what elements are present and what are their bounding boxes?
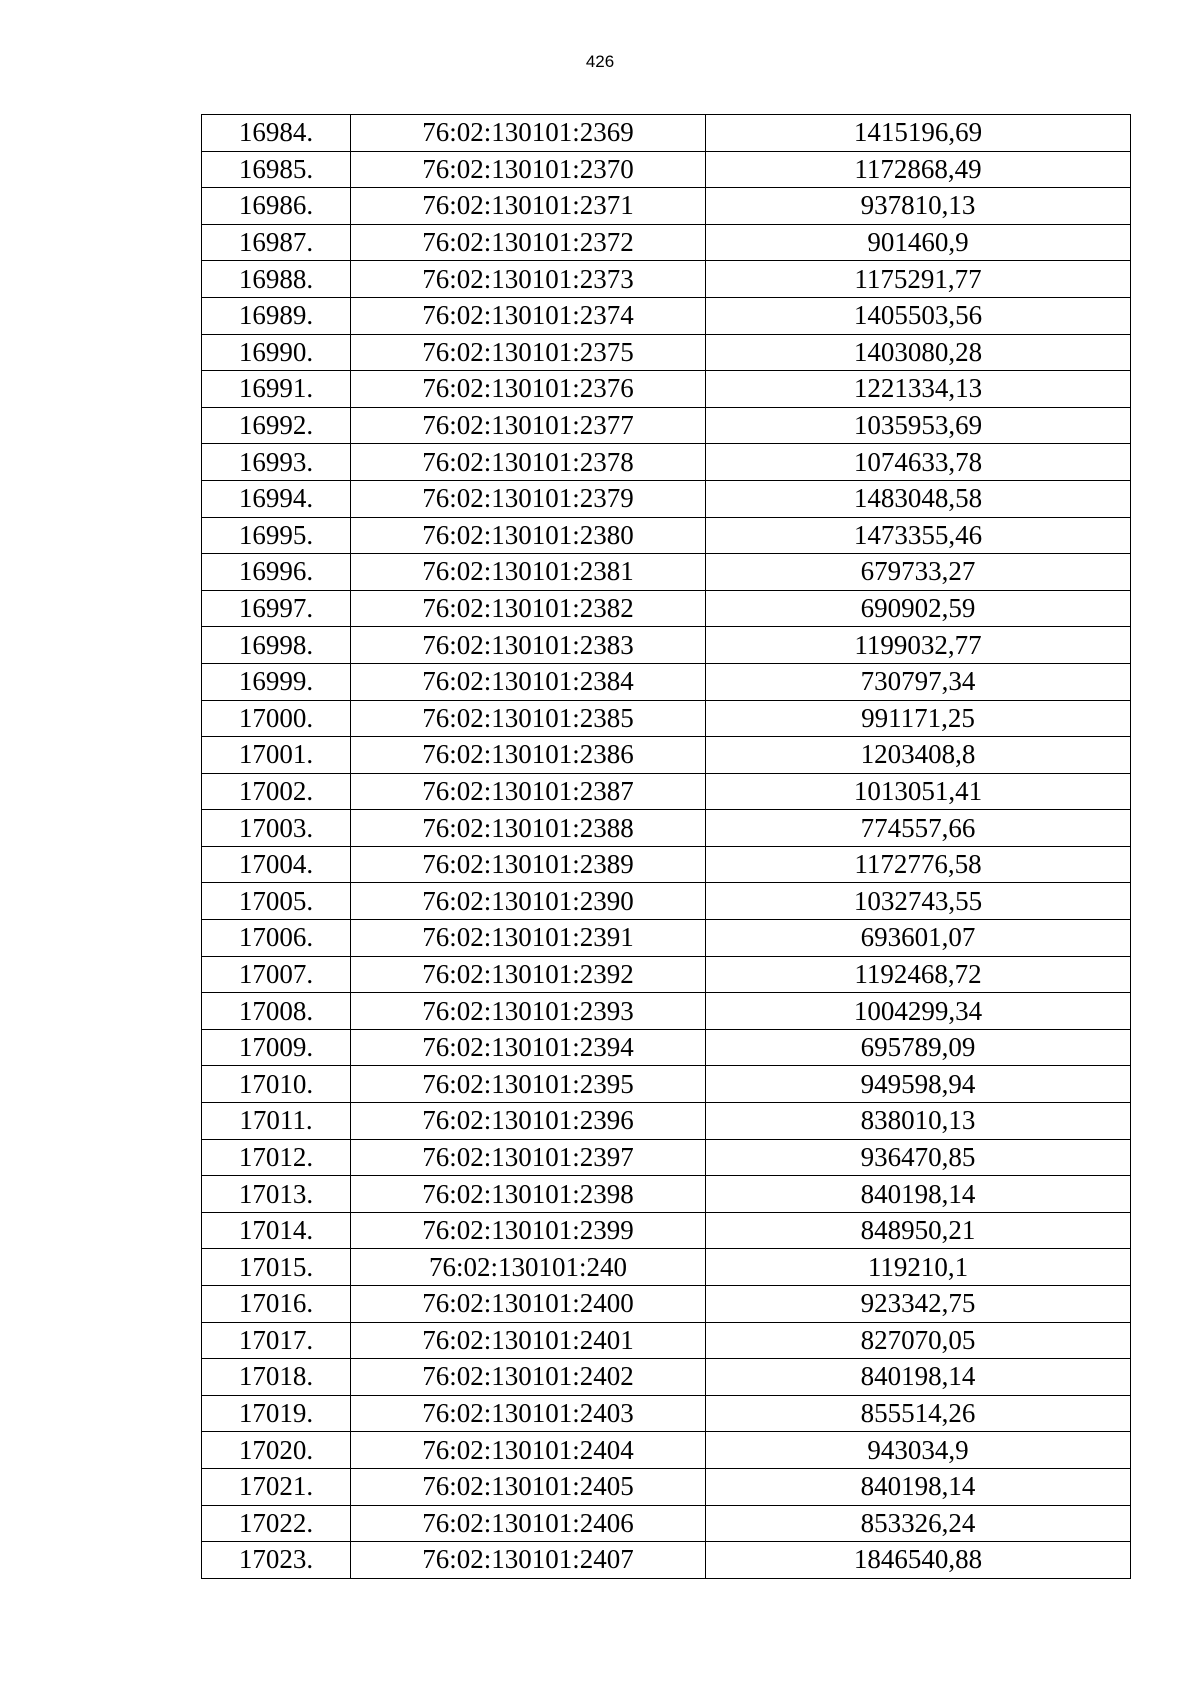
row-number-cell: 17022.: [202, 1505, 351, 1542]
cadastral-number-cell: 76:02:130101:2407: [351, 1542, 706, 1579]
row-number-cell: 16986.: [202, 188, 351, 225]
cadastral-value-cell: 774557,66: [706, 810, 1131, 847]
row-number-cell: 17009.: [202, 1029, 351, 1066]
table-body: [202, 115, 1131, 1579]
cadastral-number-cell: 76:02:130101:2397: [351, 1139, 706, 1176]
row-number-cell: 16998.: [202, 627, 351, 664]
cadastral-number-cell: 76:02:130101:2398: [351, 1176, 706, 1213]
cadastral-number-cell: 76:02:130101:2404: [351, 1432, 706, 1469]
row-number-cell: 16989.: [202, 297, 351, 334]
cadastral-value-cell: 690902,59: [706, 590, 1131, 627]
cadastral-value-cell: 119210,1: [706, 1249, 1131, 1286]
table-row: [202, 846, 1131, 883]
row-number-cell: 17012.: [202, 1139, 351, 1176]
cadastral-value-cell: 1203408,8: [706, 737, 1131, 774]
table-row: [202, 956, 1131, 993]
row-number-cell: 17018.: [202, 1359, 351, 1396]
table-row: [202, 1212, 1131, 1249]
cadastral-number-cell: 76:02:130101:2395: [351, 1066, 706, 1103]
cadastral-value-cell: 1473355,46: [706, 517, 1131, 554]
cadastral-value-cell: 1175291,77: [706, 261, 1131, 298]
table-row: [202, 297, 1131, 334]
cadastral-value-cell: 1403080,28: [706, 334, 1131, 371]
table-row: [202, 1286, 1131, 1323]
cadastral-number-cell: 76:02:130101:2400: [351, 1286, 706, 1323]
table-row: [202, 663, 1131, 700]
cadastral-value-cell: 1172868,49: [706, 151, 1131, 188]
row-number-cell: 17004.: [202, 846, 351, 883]
row-number-cell: 17007.: [202, 956, 351, 993]
cadastral-number-cell: 76:02:130101:2384: [351, 663, 706, 700]
cadastral-value-cell: 679733,27: [706, 554, 1131, 591]
row-number-cell: 17011.: [202, 1103, 351, 1140]
row-number-cell: 17021.: [202, 1468, 351, 1505]
cadastral-number-cell: 76:02:130101:2382: [351, 590, 706, 627]
cadastral-value-cell: 853326,24: [706, 1505, 1131, 1542]
cadastral-number-cell: 76:02:130101:2392: [351, 956, 706, 993]
table-row: [202, 224, 1131, 261]
cadastral-value-cell: 1004299,34: [706, 993, 1131, 1030]
table-row: [202, 1176, 1131, 1213]
table-row: [202, 115, 1131, 152]
row-number-cell: 17003.: [202, 810, 351, 847]
row-number-cell: 17005.: [202, 883, 351, 920]
cadastral-value-cell: 949598,94: [706, 1066, 1131, 1103]
table-row: [202, 1505, 1131, 1542]
cadastral-number-cell: 76:02:130101:2376: [351, 371, 706, 408]
cadastral-number-cell: 76:02:130101:2389: [351, 846, 706, 883]
cadastral-number-cell: 76:02:130101:2381: [351, 554, 706, 591]
row-number-cell: 17017.: [202, 1322, 351, 1359]
cadastral-number-cell: 76:02:130101:2371: [351, 188, 706, 225]
table-row: [202, 1359, 1131, 1396]
table-row: [202, 627, 1131, 664]
row-number-cell: 17013.: [202, 1176, 351, 1213]
cadastral-value-cell: 923342,75: [706, 1286, 1131, 1323]
table-row: [202, 920, 1131, 957]
cadastral-value-cell: 855514,26: [706, 1395, 1131, 1432]
table-row: [202, 883, 1131, 920]
cadastral-value-cell: 1013051,41: [706, 773, 1131, 810]
row-number-cell: 17014.: [202, 1212, 351, 1249]
row-number-cell: 16997.: [202, 590, 351, 627]
row-number-cell: 17010.: [202, 1066, 351, 1103]
table-row: [202, 1249, 1131, 1286]
row-number-cell: 16984.: [202, 115, 351, 152]
cadastral-number-cell: 76:02:130101:2386: [351, 737, 706, 774]
cadastral-number-cell: 76:02:130101:2374: [351, 297, 706, 334]
table-row: [202, 517, 1131, 554]
cadastral-value-table: [201, 114, 1131, 1579]
cadastral-value-cell: 1074633,78: [706, 444, 1131, 481]
table-row: [202, 1542, 1131, 1579]
table-row: [202, 261, 1131, 298]
cadastral-number-cell: 76:02:130101:2383: [351, 627, 706, 664]
row-number-cell: 17023.: [202, 1542, 351, 1579]
row-number-cell: 17016.: [202, 1286, 351, 1323]
table-row: [202, 1103, 1131, 1140]
cadastral-number-cell: 76:02:130101:2372: [351, 224, 706, 261]
cadastral-number-cell: 76:02:130101:2405: [351, 1468, 706, 1505]
row-number-cell: 17015.: [202, 1249, 351, 1286]
table-row: [202, 554, 1131, 591]
cadastral-number-cell: 76:02:130101:2390: [351, 883, 706, 920]
row-number-cell: 16987.: [202, 224, 351, 261]
cadastral-number-cell: 76:02:130101:2393: [351, 993, 706, 1030]
page-number: 426: [585, 52, 615, 71]
cadastral-number-cell: 76:02:130101:2388: [351, 810, 706, 847]
table-row: [202, 1066, 1131, 1103]
table-row: [202, 371, 1131, 408]
table-row: [202, 1029, 1131, 1066]
table-row: [202, 188, 1131, 225]
cadastral-value-cell: 730797,34: [706, 663, 1131, 700]
row-number-cell: 16993.: [202, 444, 351, 481]
table-row: [202, 1322, 1131, 1359]
table-row: [202, 480, 1131, 517]
row-number-cell: 17019.: [202, 1395, 351, 1432]
cadastral-value-cell: 840198,14: [706, 1359, 1131, 1396]
table-row: [202, 1139, 1131, 1176]
cadastral-value-cell: 1405503,56: [706, 297, 1131, 334]
table-row: [202, 1468, 1131, 1505]
cadastral-number-cell: 76:02:130101:2378: [351, 444, 706, 481]
cadastral-number-cell: 76:02:130101:2401: [351, 1322, 706, 1359]
cadastral-number-cell: 76:02:130101:2385: [351, 700, 706, 737]
table-row: [202, 1432, 1131, 1469]
row-number-cell: 16991.: [202, 371, 351, 408]
cadastral-value-cell: 936470,85: [706, 1139, 1131, 1176]
row-number-cell: 17006.: [202, 920, 351, 957]
cadastral-value-cell: 1199032,77: [706, 627, 1131, 664]
cadastral-number-cell: 76:02:130101:2369: [351, 115, 706, 152]
row-number-cell: 16994.: [202, 480, 351, 517]
cadastral-number-cell: 76:02:130101:2380: [351, 517, 706, 554]
cadastral-number-cell: 76:02:130101:240: [351, 1249, 706, 1286]
row-number-cell: 16988.: [202, 261, 351, 298]
cadastral-value-cell: 827070,05: [706, 1322, 1131, 1359]
row-number-cell: 16990.: [202, 334, 351, 371]
cadastral-value-cell: 1483048,58: [706, 480, 1131, 517]
row-number-cell: 17008.: [202, 993, 351, 1030]
row-number-cell: 16985.: [202, 151, 351, 188]
cadastral-value-cell: 1032743,55: [706, 883, 1131, 920]
cadastral-value-cell: 848950,21: [706, 1212, 1131, 1249]
cadastral-number-cell: 76:02:130101:2403: [351, 1395, 706, 1432]
row-number-cell: 16995.: [202, 517, 351, 554]
cadastral-value-cell: 943034,9: [706, 1432, 1131, 1469]
cadastral-value-cell: 1415196,69: [706, 115, 1131, 152]
cadastral-number-cell: 76:02:130101:2375: [351, 334, 706, 371]
cadastral-number-cell: 76:02:130101:2406: [351, 1505, 706, 1542]
row-number-cell: 17020.: [202, 1432, 351, 1469]
table-row: [202, 700, 1131, 737]
cadastral-number-cell: 76:02:130101:2377: [351, 407, 706, 444]
cadastral-value-cell: 991171,25: [706, 700, 1131, 737]
table-row: [202, 810, 1131, 847]
table-row: [202, 444, 1131, 481]
table-row: [202, 1395, 1131, 1432]
table-row: [202, 993, 1131, 1030]
cadastral-value-cell: 1172776,58: [706, 846, 1131, 883]
row-number-cell: 17002.: [202, 773, 351, 810]
table-row: [202, 590, 1131, 627]
cadastral-number-cell: 76:02:130101:2373: [351, 261, 706, 298]
cadastral-value-cell: 901460,9: [706, 224, 1131, 261]
table-row: [202, 773, 1131, 810]
row-number-cell: 16996.: [202, 554, 351, 591]
table-row: [202, 151, 1131, 188]
table-row: [202, 334, 1131, 371]
cadastral-value-cell: 693601,07: [706, 920, 1131, 957]
row-number-cell: 17001.: [202, 737, 351, 774]
cadastral-number-cell: 76:02:130101:2399: [351, 1212, 706, 1249]
cadastral-value-cell: 695789,09: [706, 1029, 1131, 1066]
cadastral-number-cell: 76:02:130101:2394: [351, 1029, 706, 1066]
cadastral-value-cell: 1192468,72: [706, 956, 1131, 993]
cadastral-value-cell: 840198,14: [706, 1176, 1131, 1213]
cadastral-number-cell: 76:02:130101:2387: [351, 773, 706, 810]
cadastral-number-cell: 76:02:130101:2391: [351, 920, 706, 957]
cadastral-value-cell: 1846540,88: [706, 1542, 1131, 1579]
cadastral-value-cell: 838010,13: [706, 1103, 1131, 1140]
row-number-cell: 17000.: [202, 700, 351, 737]
row-number-cell: 16999.: [202, 663, 351, 700]
cadastral-number-cell: 76:02:130101:2379: [351, 480, 706, 517]
cadastral-value-cell: 1221334,13: [706, 371, 1131, 408]
cadastral-value-cell: 937810,13: [706, 188, 1131, 225]
cadastral-value-cell: 840198,14: [706, 1468, 1131, 1505]
cadastral-number-cell: 76:02:130101:2402: [351, 1359, 706, 1396]
cadastral-number-cell: 76:02:130101:2370: [351, 151, 706, 188]
table-row: [202, 737, 1131, 774]
row-number-cell: 16992.: [202, 407, 351, 444]
cadastral-value-cell: 1035953,69: [706, 407, 1131, 444]
table-row: [202, 407, 1131, 444]
cadastral-number-cell: 76:02:130101:2396: [351, 1103, 706, 1140]
